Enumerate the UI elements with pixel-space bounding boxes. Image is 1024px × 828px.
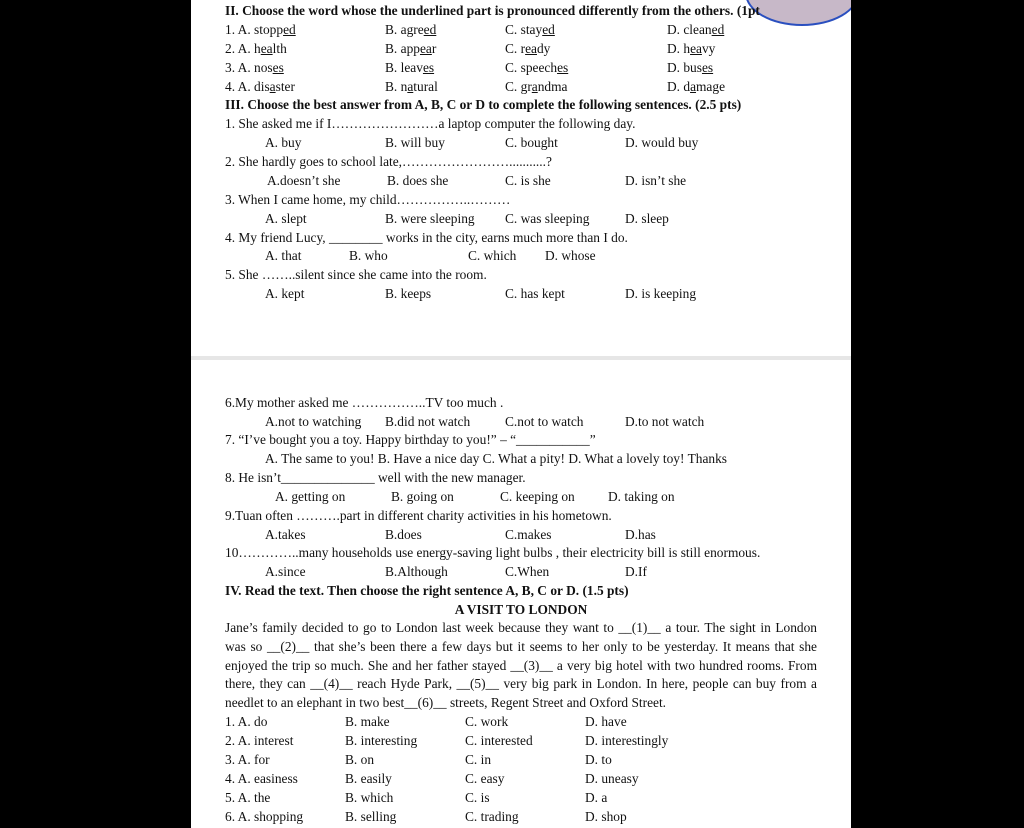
underlined-part: ea bbox=[260, 41, 273, 56]
q2-option-b[interactable]: B. does she bbox=[387, 173, 449, 188]
q8-option-c[interactable]: C. keeping on bbox=[500, 489, 575, 504]
reading-q1-option-c[interactable]: C. work bbox=[465, 714, 509, 729]
question-3: 3. When I came home, my child……………..……… bbox=[225, 192, 511, 207]
q6-option-d[interactable]: D.to not watch bbox=[625, 414, 705, 429]
reading-q5-option-d[interactable]: D. a bbox=[585, 790, 608, 805]
pron-row3-option-c[interactable] bbox=[505, 59, 568, 76]
underlined-part: ed bbox=[542, 22, 555, 37]
underlined-part: ea bbox=[419, 41, 432, 56]
question-9: 9.Tuan often ……….part in different charity activities in his hometown. bbox=[225, 508, 612, 523]
q2-option-c[interactable]: C. is she bbox=[505, 173, 551, 188]
q10-option-a[interactable]: A.since bbox=[265, 564, 306, 579]
word-part: D. clean bbox=[667, 22, 712, 37]
pron-row4-option-b[interactable] bbox=[385, 78, 438, 95]
question-4: 4. My friend Lucy, ________ works in the city, earns much more than I do. bbox=[225, 230, 628, 245]
pron-row3-option-d[interactable] bbox=[667, 59, 713, 76]
reading-q2-option-d[interactable]: D. interestingly bbox=[585, 733, 669, 748]
q6-option-a[interactable]: A.not to watching bbox=[265, 414, 362, 429]
word-part: h bbox=[254, 41, 261, 56]
reading-q3-option-a[interactable]: 3. A. for bbox=[225, 752, 270, 767]
underlined-part: a bbox=[690, 79, 697, 94]
word-part: ster bbox=[275, 79, 295, 94]
q9-option-b[interactable]: B.does bbox=[385, 527, 422, 542]
word-part: tural bbox=[413, 79, 438, 94]
q1-option-b[interactable]: B. will buy bbox=[385, 135, 445, 150]
q4-option-a[interactable]: A. that bbox=[265, 248, 302, 263]
reading-q6-option-b[interactable]: B. selling bbox=[345, 809, 397, 824]
word-part: D. bus bbox=[667, 60, 702, 75]
q10-option-c[interactable]: C.When bbox=[505, 564, 550, 579]
q4-option-d[interactable]: D. whose bbox=[545, 248, 596, 263]
reading-passage: Jane’s family decided to go to London last week because they want to __(1)__ a tour. The sight in London was so __(2)__ that she’s been there a few days but it seems to her only to be yesterday. It means that she enjoyed the trip so much. She and her father stayed __(3)__ a very big hotel with two hundred rooms. From there, they can __(4)__ reach Hyde Park, __(5)__ very big park in London. In here, people can buy from a needlet to an elephant in two best__(6)__ streets, Regent Street and Oxford Street. bbox=[225, 620, 817, 711]
pron-row2-option-a[interactable] bbox=[225, 40, 287, 57]
pron-row1-option-b[interactable] bbox=[385, 21, 436, 38]
q10-option-b[interactable]: B.Although bbox=[385, 564, 448, 579]
q3-option-a[interactable]: A. slept bbox=[265, 211, 307, 226]
page-top bbox=[191, 0, 851, 356]
reading-q4-option-d[interactable]: D. uneasy bbox=[585, 771, 639, 786]
page-bottom bbox=[191, 360, 851, 828]
reading-q1-option-a[interactable]: 1. A. do bbox=[225, 714, 268, 729]
question-2: 2. She hardly goes to school late,……………………...........? bbox=[225, 154, 552, 169]
q3-option-b[interactable]: B. were sleeping bbox=[385, 211, 475, 226]
question-10: 10…………..many households use energy-saving light bulbs , their electricity bill is still enormous. bbox=[225, 545, 761, 560]
word-part: D. h bbox=[667, 41, 691, 56]
passage-title: A VISIT TO LONDON bbox=[454, 602, 588, 617]
q9-option-c[interactable]: C.makes bbox=[505, 527, 552, 542]
underlined-part: es bbox=[701, 60, 714, 75]
q7-options[interactable]: A. The same to you! B. Have a nice day C. What a pity! D. What a lovely toy! Thanks bbox=[265, 451, 727, 466]
reading-q1-option-b[interactable]: B. make bbox=[345, 714, 390, 729]
word-part: B. leav bbox=[385, 60, 423, 75]
reading-q6-option-a[interactable]: 6. A. shopping bbox=[225, 809, 304, 824]
pron-row3-option-b[interactable] bbox=[385, 59, 434, 76]
reading-q3-option-b[interactable]: B. on bbox=[345, 752, 375, 767]
pron-row1-option-c[interactable] bbox=[505, 21, 555, 38]
q6-option-c[interactable]: C.not to watch bbox=[505, 414, 584, 429]
pron-row-number: 4. A. bbox=[225, 79, 255, 94]
word-part: nos bbox=[254, 60, 273, 75]
word-part: lth bbox=[272, 41, 287, 56]
q4-option-b[interactable]: B. who bbox=[349, 248, 388, 263]
pron-row4-option-d[interactable] bbox=[667, 78, 725, 95]
underlined-part: a bbox=[407, 79, 414, 94]
reading-q2-option-b[interactable]: B. interesting bbox=[345, 733, 418, 748]
q10-option-d[interactable]: D.If bbox=[625, 564, 647, 579]
q1-option-c[interactable]: C. bought bbox=[505, 135, 558, 150]
word-part: C. stay bbox=[505, 22, 543, 37]
reading-q4-option-a[interactable]: 4. A. easiness bbox=[225, 771, 298, 786]
q1-option-a[interactable]: A. buy bbox=[265, 135, 302, 150]
word-part: C. speech bbox=[505, 60, 558, 75]
word-part: vy bbox=[701, 41, 716, 56]
underlined-part: es bbox=[557, 60, 569, 75]
q3-option-d[interactable]: D. sleep bbox=[625, 211, 669, 226]
underlined-part: ed bbox=[423, 22, 437, 37]
reading-q4-option-c[interactable]: C. easy bbox=[465, 771, 505, 786]
section2-heading: II. Choose the word whose the underlined part is pronounced differently from the others. (1pt bbox=[225, 3, 760, 18]
underlined-part: ea bbox=[525, 41, 537, 56]
q5-option-b[interactable]: B. keeps bbox=[385, 286, 432, 301]
pron-row4-option-a[interactable] bbox=[225, 78, 295, 95]
underlined-part: a bbox=[269, 79, 276, 94]
word-part: ndma bbox=[537, 79, 568, 94]
word-part: C. r bbox=[505, 41, 526, 56]
q9-option-d[interactable]: D.has bbox=[625, 527, 656, 542]
pron-row-number: 2. A. bbox=[225, 41, 255, 56]
question-1: 1. She asked me if I……………………a laptop computer the following day. bbox=[225, 116, 636, 131]
q2-option-d[interactable]: D. isn’t she bbox=[625, 173, 687, 188]
pron-row4-option-c[interactable] bbox=[505, 78, 567, 95]
word-part: C. gr bbox=[505, 79, 532, 94]
reading-q5-option-a[interactable]: 5. A. the bbox=[225, 790, 271, 805]
reading-q4-option-b[interactable]: B. easily bbox=[345, 771, 392, 786]
q4-option-c[interactable]: C. which bbox=[468, 248, 517, 263]
underlined-part: es bbox=[272, 60, 284, 75]
q9-option-a[interactable]: A.takes bbox=[265, 527, 306, 542]
section4-heading: IV. Read the text. Then choose the right sentence A, B, C or D. (1.5 pts) bbox=[225, 583, 629, 598]
word-part: dy bbox=[536, 41, 551, 56]
word-part: mage bbox=[696, 79, 726, 94]
reading-q5-option-b[interactable]: B. which bbox=[345, 790, 394, 805]
reading-q2-option-a[interactable]: 2. A. interest bbox=[225, 733, 294, 748]
q5-option-a[interactable]: A. kept bbox=[265, 286, 305, 301]
section3-heading: III. Choose the best answer from A, B, C or D to complete the following sentences. (2.5 pts) bbox=[225, 97, 742, 112]
reading-q5-option-c[interactable]: C. is bbox=[465, 790, 490, 805]
word-part: B. agre bbox=[385, 22, 424, 37]
underlined-part: ea bbox=[690, 41, 702, 56]
word-part: B. n bbox=[385, 79, 408, 94]
question-6: 6.My mother asked me ……………..TV too much . bbox=[225, 395, 504, 410]
word-part: stopp bbox=[254, 22, 284, 37]
pron-row-number: 3. A. bbox=[225, 60, 255, 75]
underlined-part: ed bbox=[711, 22, 725, 37]
pron-row2-option-b[interactable] bbox=[385, 40, 436, 57]
pron-row-number: 1. A. bbox=[225, 22, 255, 37]
reading-q3-option-d[interactable]: D. to bbox=[585, 752, 612, 767]
question-5: 5. She ……..silent since she came into the room. bbox=[225, 267, 487, 282]
pron-row1-option-d[interactable] bbox=[667, 21, 724, 38]
reading-q6-option-d[interactable]: D. shop bbox=[585, 809, 627, 824]
reading-q6-option-c[interactable]: C. trading bbox=[465, 809, 519, 824]
q6-option-b[interactable]: B.did not watch bbox=[385, 414, 471, 429]
corner-decoration bbox=[745, 0, 851, 26]
q3-option-c[interactable]: C. was sleeping bbox=[505, 211, 590, 226]
q1-option-d[interactable]: D. would buy bbox=[625, 135, 699, 150]
reading-q1-option-d[interactable]: D. have bbox=[585, 714, 627, 729]
underlined-part: a bbox=[531, 79, 538, 94]
word-part: r bbox=[431, 41, 437, 56]
pron-row3-option-a[interactable] bbox=[225, 59, 284, 76]
pron-row1-option-a[interactable] bbox=[225, 21, 296, 38]
word-part: B. app bbox=[385, 41, 420, 56]
underlined-part: es bbox=[422, 60, 435, 75]
reading-q2-option-c[interactable]: C. interested bbox=[465, 733, 533, 748]
question-8: 8. He isn’t______________ well with the new manager. bbox=[225, 470, 526, 485]
pron-row2-option-d[interactable] bbox=[667, 40, 715, 57]
word-part: dis bbox=[254, 79, 270, 94]
reading-q3-option-c[interactable]: C. in bbox=[465, 752, 492, 767]
q8-option-a[interactable]: A. getting on bbox=[275, 489, 346, 504]
q8-option-b[interactable]: B. going on bbox=[391, 489, 454, 504]
q5-option-c[interactable]: C. has kept bbox=[505, 286, 565, 301]
pron-row2-option-c[interactable] bbox=[505, 40, 550, 57]
q5-option-d[interactable]: D. is keeping bbox=[625, 286, 697, 301]
question-7: 7. “I’ve bought you a toy. Happy birthday to you!” – “___________” bbox=[225, 432, 596, 447]
underlined-part: ed bbox=[283, 22, 296, 37]
q8-option-d[interactable]: D. taking on bbox=[608, 489, 675, 504]
q2-option-a[interactable]: A.doesn’t she bbox=[267, 173, 341, 188]
word-part: D. d bbox=[667, 79, 691, 94]
